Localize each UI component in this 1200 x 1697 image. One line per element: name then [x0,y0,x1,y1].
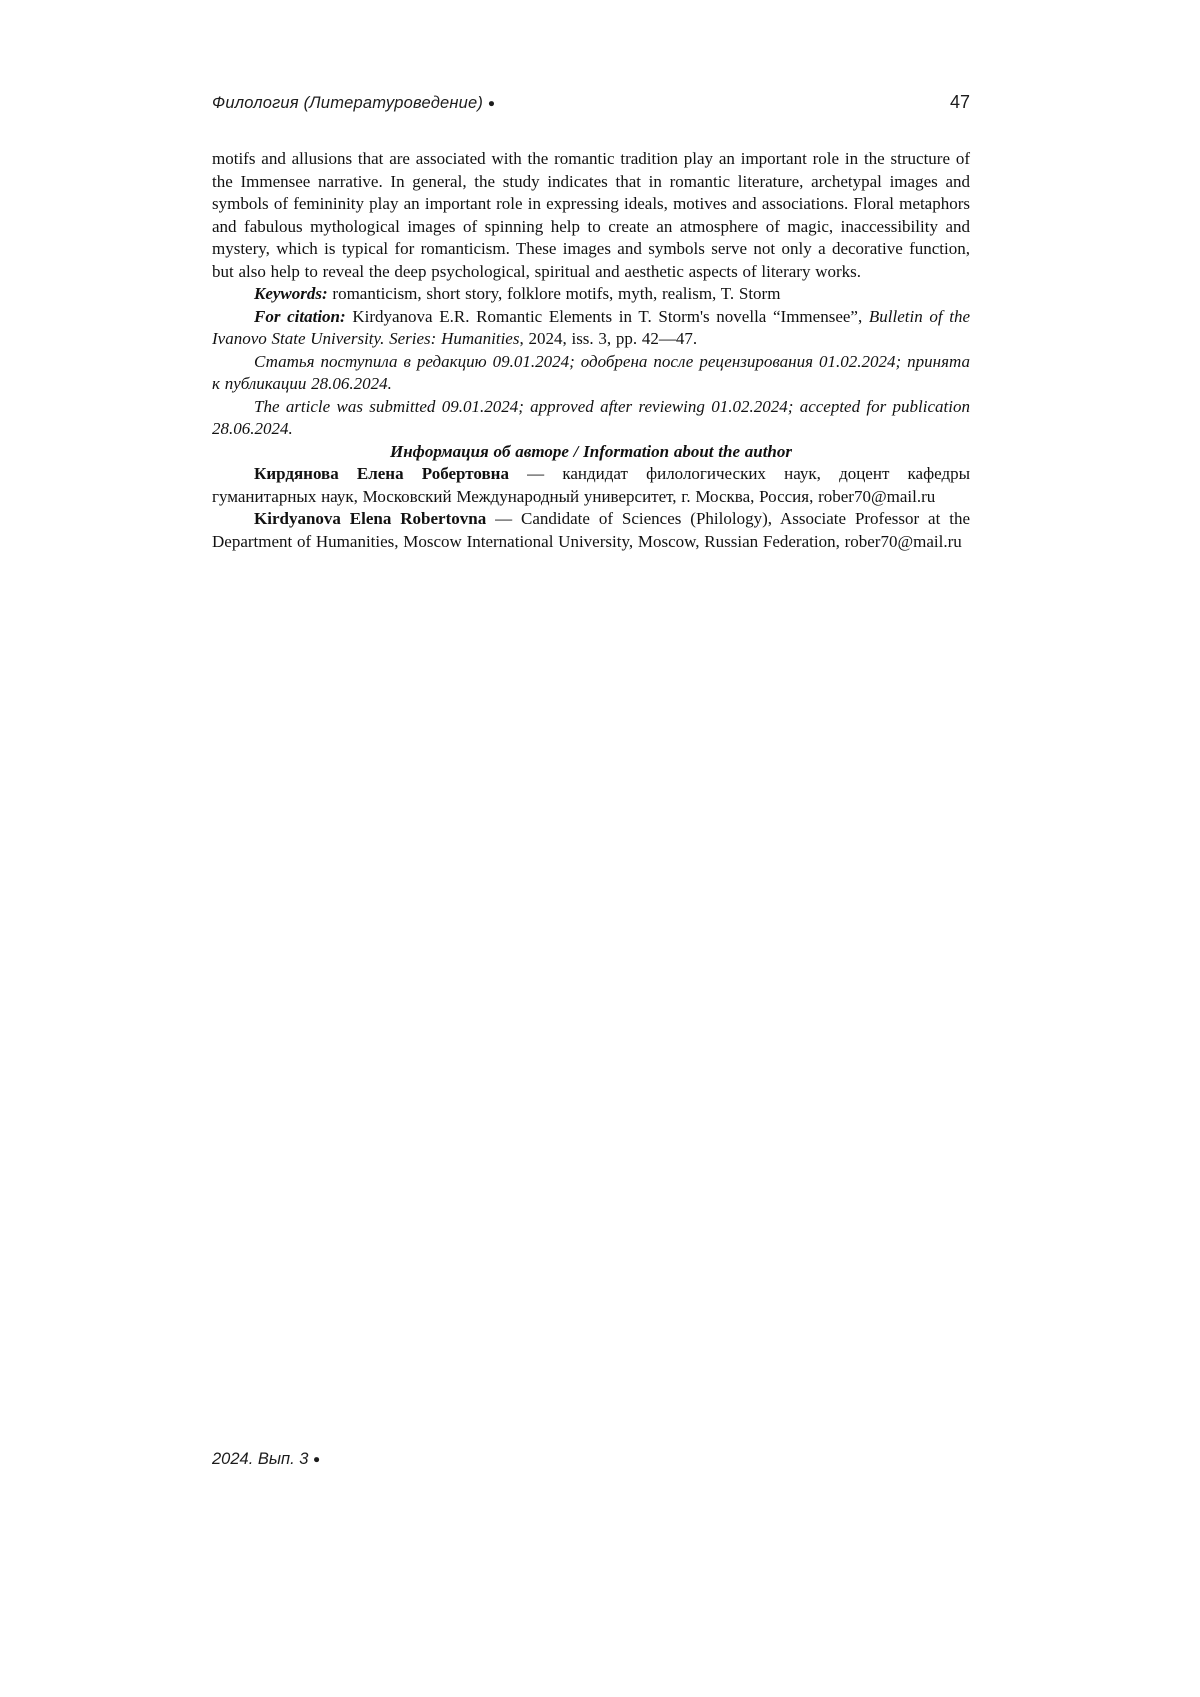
dates-ru-paragraph: Статья поступила в редакцию 09.01.2024; одобрена после рецензирования 01.02.2024; принята к публикации 28.06.2024. [212,351,970,393]
running-title-text: Филология (Литературоведение) [212,94,484,112]
article-content [212,148,970,553]
author-ru-details: — кандидат филологических наук, доцент кафедры гуманитарных наук, Московский Международный университет, г. Москва, Россия, rober70@mail.ru [212,464,971,506]
author-ru-paragraph [212,463,970,508]
footer-text: 2024. Вып. 3 [212,1450,309,1468]
author-en-paragraph [212,508,970,553]
abstract-paragraph: motifs and allusions that are associated with the romantic tradition play an important role in the structure of the Immensee narrative. In general, the study indicates that in romantic literature, archetypal images and symbols of femininity play an important role in expressing ideals, motives and associations. Floral metaphors and fabulous mythological images of spinning help to create an atmosphere of magic, inaccessibility and mystery, which is typical for romanticism. These images and symbols serve not only a decorative function, but also help to reveal the deep psychological, spiritual and aesthetic aspects of literary works. [212,149,970,281]
author-en-details: — Candidate of Sciences (Philology), Associate Professor at the Department of Humanities, Moscow International University, Moscow, Russian Federation, rober70@mail.ru [212,509,970,551]
citation-issue-info: , 2024, iss. 3, pp. 42—47. [519,329,698,348]
citation-paragraph [212,306,970,351]
page-footer [212,1450,320,1469]
page-number: 47 [949,92,970,112]
keywords-paragraph [212,283,970,306]
citation-source: Bulletin of the Ivanovo State University. Series: Humanities [212,306,971,348]
dates-en-paragraph: The article was submitted 09.01.2024; approved after reviewing 01.02.2024; accepted for publication 28.06.2024. [212,396,970,438]
section-bullet-icon: ● [487,96,496,111]
author-ru-name: Кирдянова Елена Робертовна [254,464,509,483]
citation-reference: Kirdyanova E.R. Romantic Elements in T. Storm's novella “Immensee”, [352,306,863,326]
footer-bullet-icon: ● [313,1452,321,1467]
author-info-heading: Информация об авторе / Information about the author [389,441,792,461]
running-title [212,94,495,113]
keywords-label: Keywords: [254,284,328,303]
author-en-name: Kirdyanova Elena Robertovna [254,509,487,528]
keywords-text: romanticism, short story, folklore motifs, myth, realism, T. Storm [332,284,781,303]
page-header [212,92,970,113]
citation-label: For citation: [254,306,346,326]
